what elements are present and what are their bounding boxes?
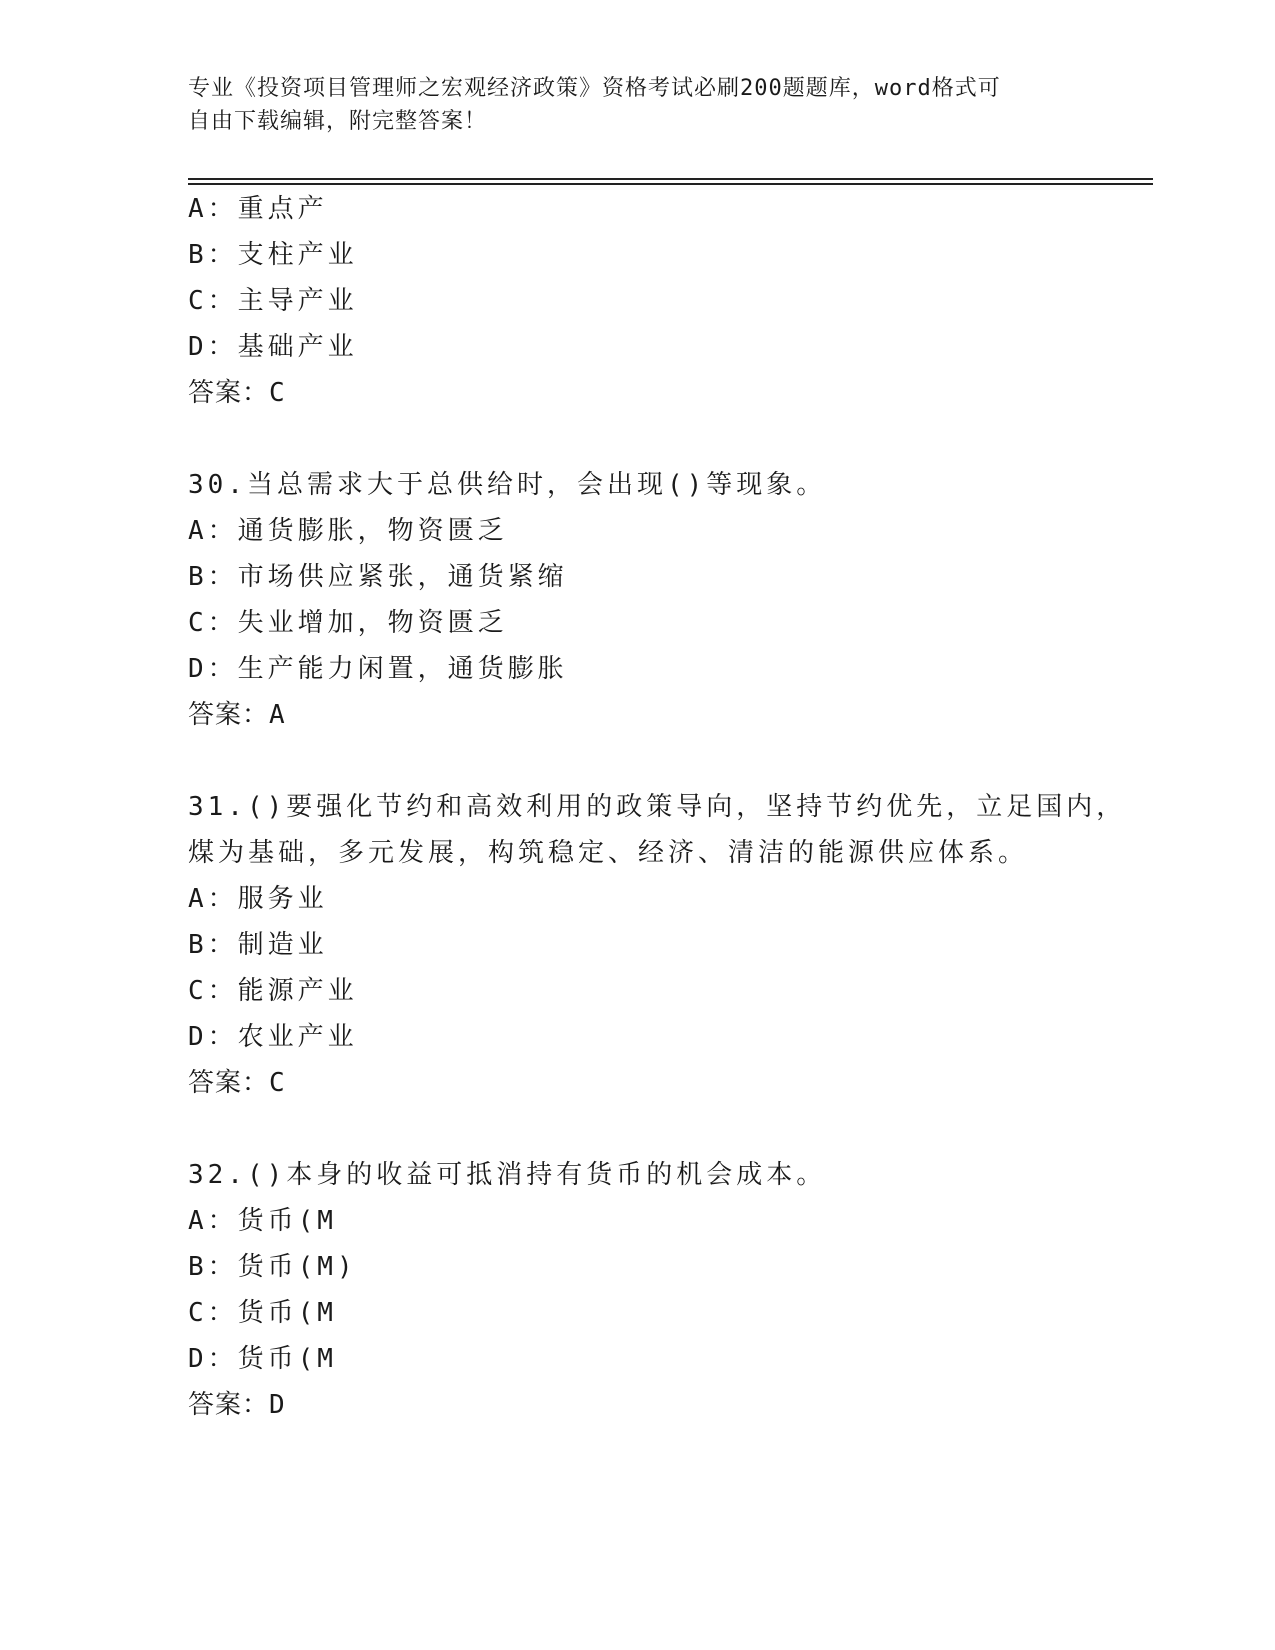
answer-label: 答案： — [188, 1390, 270, 1420]
answer-label: 答案： — [188, 1068, 270, 1098]
spacer — [188, 416, 1088, 462]
answer-line — [188, 1382, 1088, 1428]
option-d: D：生产能力闲置，通货膨胀 — [188, 654, 568, 684]
question-text-line-2: 煤为基础，多元发展，构筑稳定、经济、清洁的能源供应体系。 — [188, 838, 1029, 868]
answer-value: D — [269, 1390, 286, 1420]
question-32 — [188, 1152, 1088, 1428]
option-d: D：农业产业 — [188, 1022, 358, 1052]
answer-value: C — [269, 378, 286, 408]
question-30 — [188, 462, 1088, 738]
answer-line — [188, 692, 1088, 738]
option-a: A：通货膨胀，物资匮乏 — [188, 516, 508, 546]
header-divider-bottom — [188, 183, 1153, 185]
spacer — [188, 738, 1088, 784]
option-c: C：主导产业 — [188, 286, 358, 316]
option-c: C：失业增加，物资匮乏 — [188, 608, 508, 638]
option-a: A：服务业 — [188, 884, 328, 914]
answer-value: C — [269, 1068, 286, 1098]
header-line-2: 自由下载编辑，附完整答案！ — [188, 109, 488, 134]
answer-line — [188, 370, 1088, 416]
option-a: A：重点产 — [188, 194, 328, 224]
question-29 — [188, 186, 1088, 416]
option-b: B：货币(M) — [188, 1252, 357, 1282]
option-c: C：货币(M — [188, 1298, 337, 1328]
answer-label: 答案： — [188, 700, 270, 730]
answer-value: A — [269, 700, 286, 730]
answer-line — [188, 1060, 1088, 1106]
header-divider-top — [188, 178, 1153, 180]
question-text: 30.当总需求大于总供给时，会出现()等现象。 — [188, 470, 827, 500]
option-b: B：市场供应紧张，通货紧缩 — [188, 562, 568, 592]
document-header — [188, 72, 1088, 138]
option-d: D：基础产业 — [188, 332, 358, 362]
option-b: B：支柱产业 — [188, 240, 358, 270]
spacer — [188, 1106, 1088, 1152]
question-31 — [188, 784, 1127, 1106]
option-c: C：能源产业 — [188, 976, 358, 1006]
option-d: D：货币(M — [188, 1344, 337, 1374]
question-list — [188, 186, 1127, 1428]
question-text: 32.()本身的收益可抵消持有货币的机会成本。 — [188, 1160, 827, 1190]
option-a: A：货币(M — [188, 1206, 337, 1236]
question-text-line-1: 31.()要强化节约和高效利用的政策导向，坚持节约优先，立足国内， — [188, 792, 1127, 822]
header-line-1: 专业《投资项目管理师之宏观经济政策》资格考试必刷200题题库，word格式可 — [188, 76, 1001, 101]
answer-label: 答案： — [188, 378, 270, 408]
option-b: B：制造业 — [188, 930, 328, 960]
